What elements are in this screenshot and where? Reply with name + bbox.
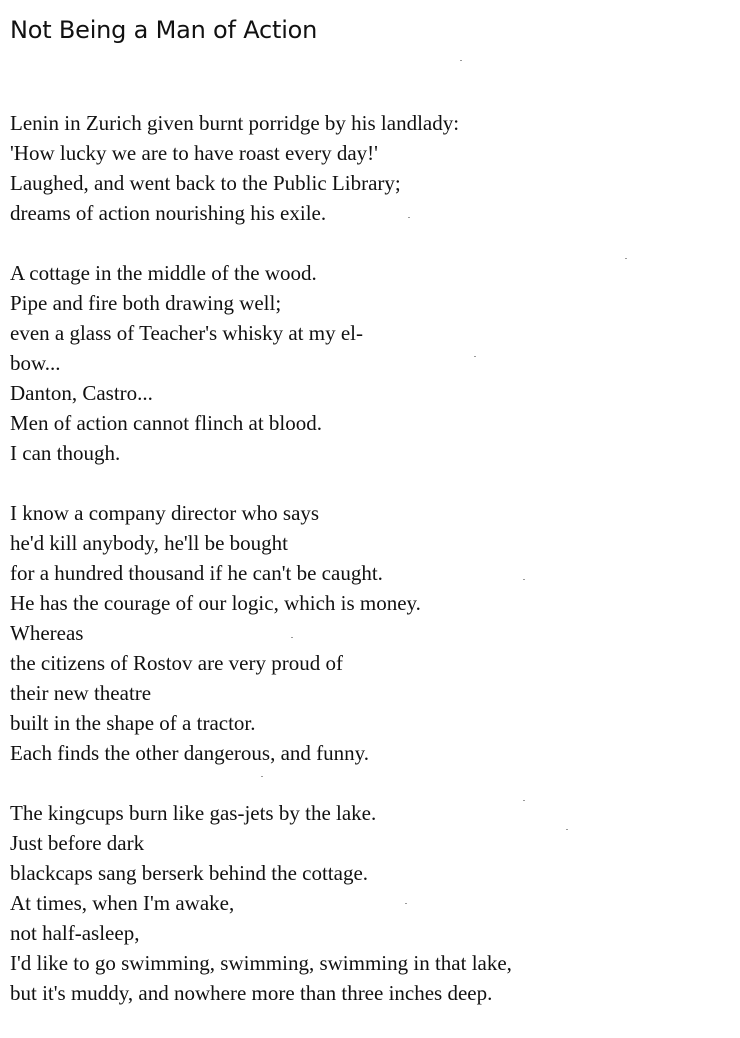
poem-line: for a hundred thousand if he can't be caught. [10, 561, 383, 585]
scan-speck [408, 217, 410, 218]
stanza-3 [10, 498, 730, 768]
poem-line: 'How lucky we are to have roast every day!' [10, 141, 378, 165]
poem-line: Pipe and fire both drawing well; [10, 291, 282, 315]
poem-line: Each finds the other dangerous, and funny. [10, 741, 370, 765]
poem-line: Just before dark [10, 831, 145, 855]
scan-speck [261, 776, 263, 777]
poem-line: The kingcups burn like gas-jets by the lake. [10, 801, 377, 825]
stanza-1 [10, 108, 730, 228]
poem-line: He has the courage of our logic, which is money. [10, 591, 421, 615]
scan-speck [474, 356, 476, 357]
stanza-4 [10, 798, 730, 1008]
poem-body [10, 108, 730, 1038]
poem-line: Laughed, and went back to the Public Library; [10, 171, 401, 195]
scan-speck [625, 258, 627, 259]
poem-line: I can though. [10, 441, 121, 465]
stanza-2 [10, 258, 730, 468]
poem-line: I'd like to go swimming, swimming, swimming in that lake, [10, 951, 512, 975]
poem-line: Danton, Castro... [10, 381, 153, 405]
poem-line: not half-asleep, [10, 921, 140, 945]
scan-speck [291, 637, 293, 638]
poem-line: bow... [10, 351, 61, 375]
poem-line: the citizens of Rostov are very proud of [10, 651, 343, 675]
scan-speck [523, 579, 525, 580]
poem-line: At times, when I'm awake, [10, 891, 235, 915]
poem-line: A cottage in the middle of the wood. [10, 261, 317, 285]
scan-speck [566, 829, 568, 830]
poem-line: Whereas [10, 621, 84, 645]
poem-line: but it's muddy, and nowhere more than three inches deep. [10, 981, 493, 1005]
poem-line: blackcaps sang berserk behind the cottage. [10, 861, 369, 885]
poem-line: Lenin in Zurich given burnt porridge by his landlady: [10, 111, 460, 135]
poem-line: their new theatre [10, 681, 152, 705]
poem-line: he'd kill anybody, he'll be bought [10, 531, 288, 555]
scan-speck [405, 903, 407, 904]
scan-speck [523, 800, 525, 801]
poem-line: even a glass of Teacher's whisky at my el- [10, 321, 363, 345]
poem-line: dreams of action nourishing his exile. [10, 201, 327, 225]
poem-line: built in the shape of a tractor. [10, 711, 256, 735]
scan-speck [460, 60, 462, 61]
poem-line: I know a company director who says [10, 501, 320, 525]
poem-title: Not Being a Man of Action [10, 16, 318, 44]
poem-line: Men of action cannot flinch at blood. [10, 411, 322, 435]
